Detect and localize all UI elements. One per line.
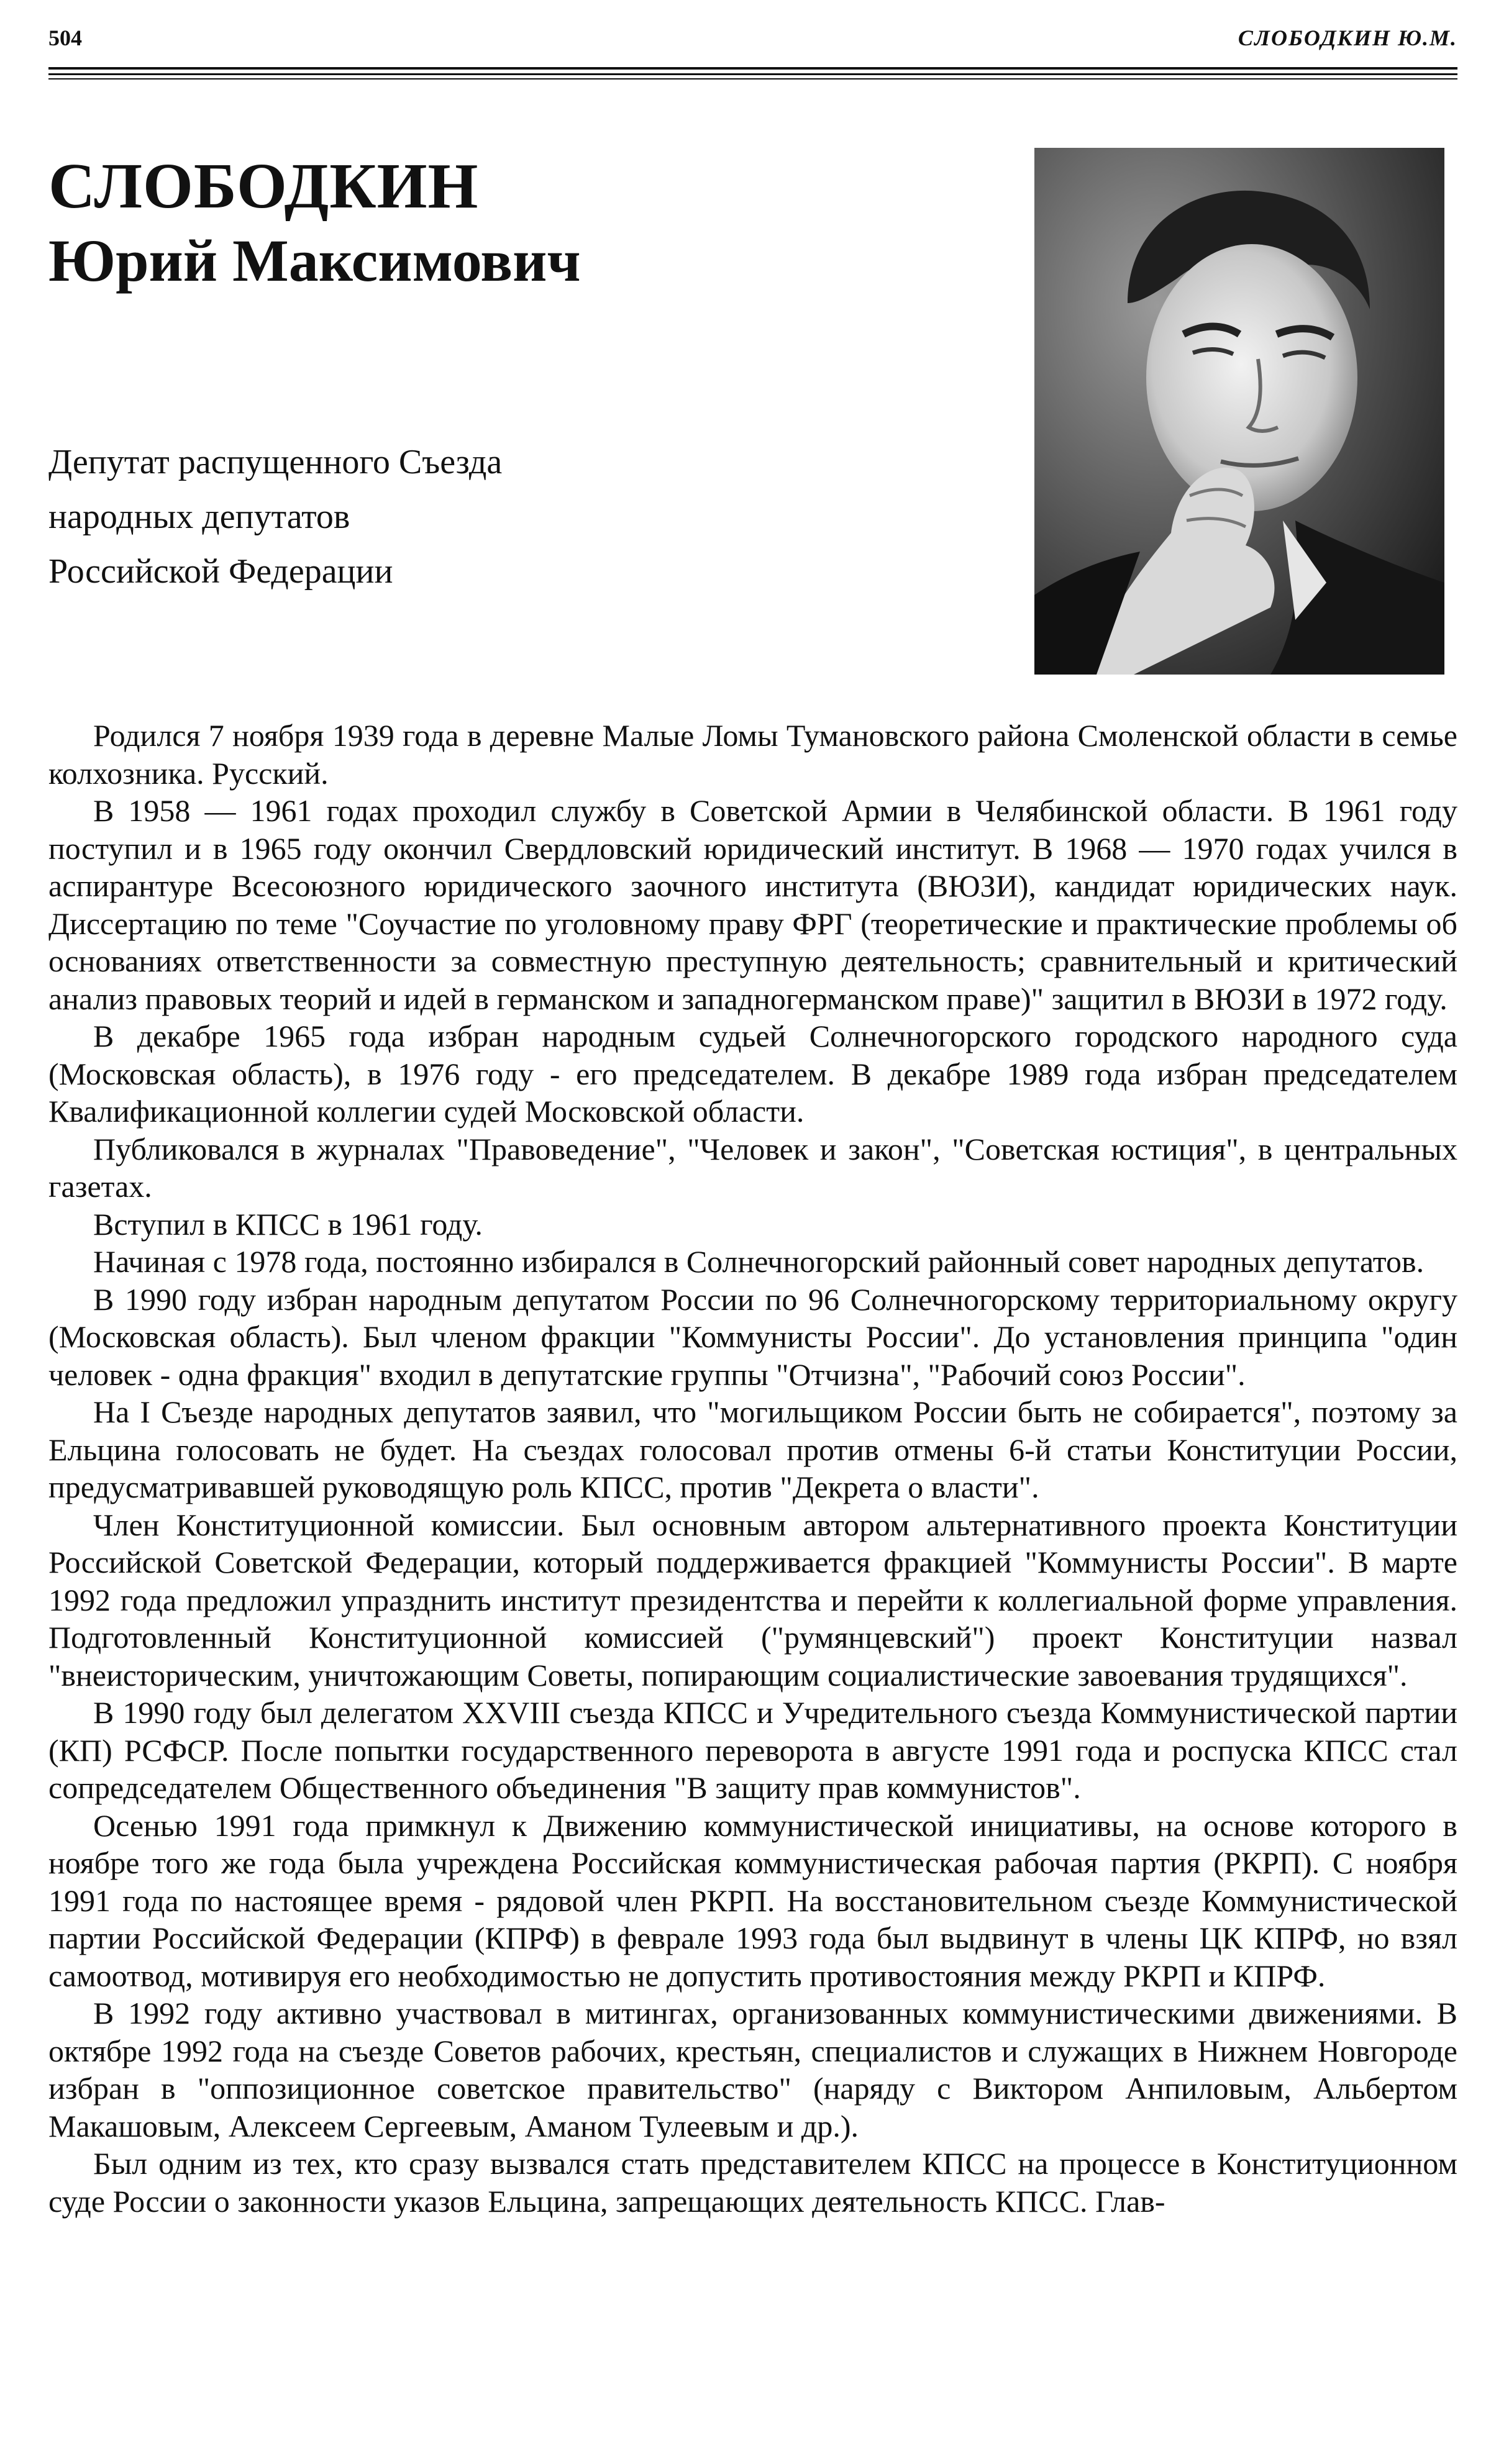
header-rule <box>48 73 1457 75</box>
biography-paragraph: На I Съезде народных депутатов заявил, что "могильщиком России быть не собирается", поэтому за Ельцина голосовать не будет. На съездах голосовал против отмены 6-й статьи Конституции России, предусматривавшей руководящую роль КПСС, против "Декрета о власти". <box>48 1394 1457 1504</box>
position-line: народных депутатов <box>48 498 350 536</box>
biography-text <box>48 717 1457 2220</box>
running-title: СЛОБОДКИН Ю.М. <box>1238 25 1457 50</box>
portrait-image <box>1034 148 1444 675</box>
portrait-photo <box>1034 148 1444 675</box>
biography-paragraph: В 1990 году был делегатом XXVIII съезда КПСС и Учредительного съезда Коммунистической партии (КП) РСФСР. После попытки государственного переворота в августе 1991 года и роспуска КПСС стал сопредседателем Общественного объединения "В защиту прав коммунистов". <box>48 1695 1457 1805</box>
header-rule <box>48 78 1457 80</box>
biography-paragraph: Член Конституционной комиссии. Был основным автором альтернативного проекта Конституции Российской Советской Федерации, который поддерживается фракцией "Коммунисты России". В марте 1992 года предложил упразднить институт президентства и перейти к коллегиальной форме управления. Подготовленный Конституционной комиссией ("румянцевский") проект Конституции назвал "внеисторическим, уничтожающим Советы, попирающим социалистические завоевания трудящихся". <box>48 1507 1457 1693</box>
given-names-heading: Юрий Максимович <box>48 227 581 294</box>
page-number: 504 <box>48 25 82 50</box>
biography-paragraph: Осенью 1991 года примкнул к Движению коммунистической инициативы, на основе которого в ноябре того же года была учреждена Российская коммунистическая рабочая партия (РКРП). С ноября 1991 года по настоящее время - рядовой член РКРП. На восстановительном съезде Коммунистической партии Российской Федерации (КПРФ) в феврале 1993 года был выдвинут в члены ЦК КПРФ, но взял самоотвод, мотивируя его необходимостью не допустить противостояния между РКРП и КПРФ. <box>48 1807 1457 1993</box>
biography-paragraph: Вступил в КПСС в 1961 году. <box>93 1206 483 1242</box>
biography-paragraph: Был одним из тех, кто сразу вызвался стать представителем КПСС на процессе в Конституционном суде России о законности указов Ельцина, запрещающих деятельность КПСС. Глав- <box>48 2146 1457 2219</box>
biography-paragraph: Начиная с 1978 года, постоянно избирался в Солнечногорский районный совет народных депутатов. <box>93 1244 1425 1279</box>
surname-heading: СЛОБОДКИН <box>48 150 479 222</box>
biography-paragraph: Родился 7 ноября 1939 года в деревне Малые Ломы Тумановского района Смоленской области в семье колхозника. Русский. <box>48 718 1457 791</box>
biography-paragraph: В декабре 1965 года избран народным судьей Солнечногорского городского народного суда (Московская область), в 1976 году - его председателем. В декабре 1989 года избран председателем Квалификационной коллегии судей Московской области. <box>48 1019 1457 1129</box>
biography-paragraph: В 1992 году активно участвовал в митингах, организованных коммунистическими движениями. В октябре 1992 года на съезде Советов рабочих, крестьян, специалистов и служащих в Нижнем Новгороде избран в "оппозиционное советское правительство" (наряду с Виктором Анпиловым, Альбертом Макашовым, Алексеем Сергеевым, Аманом Тулеевым и др.). <box>48 1996 1457 2143</box>
biography-paragraph: Публиковался в журналах "Правоведение", "Человек и закон", "Советская юстиция", в центральных газетах. <box>48 1131 1457 1204</box>
header-rule <box>48 67 1457 70</box>
position-description <box>48 435 502 599</box>
position-line: Депутат распущенного Съезда <box>48 443 503 481</box>
position-line: Российской Федерации <box>48 552 393 591</box>
biography-paragraph: В 1990 году избран народным депутатом России по 96 Солнечногорскому территориальному округу (Московская область). Был членом фракции "Коммунисты России". До установления принципа "один человек - одна фракция" входил в депутатские группы "Отчизна", "Рабочий союз России". <box>48 1281 1457 1392</box>
page-header <box>48 22 1457 60</box>
biography-paragraph: В 1958 — 1961 годах проходил службу в Советской Армии в Челябинской области. В 1961 году поступил и в 1965 году окончил Свердловский юридический институт. В 1968 — 1970 годах учился в аспирантуре Всесоюзного юридического заочного института (ВЮЗИ), кандидат юридических наук. Диссертацию по теме "Соучастие по уголовному праву ФРГ (теоретические и практические проблемы об основаниях ответственности за совместную преступную деятельность; сравнительный и критический анализ правовых теорий и идей в германском и западногерманском праве)" защитил в ВЮЗИ в 1972 году. <box>48 793 1457 1016</box>
